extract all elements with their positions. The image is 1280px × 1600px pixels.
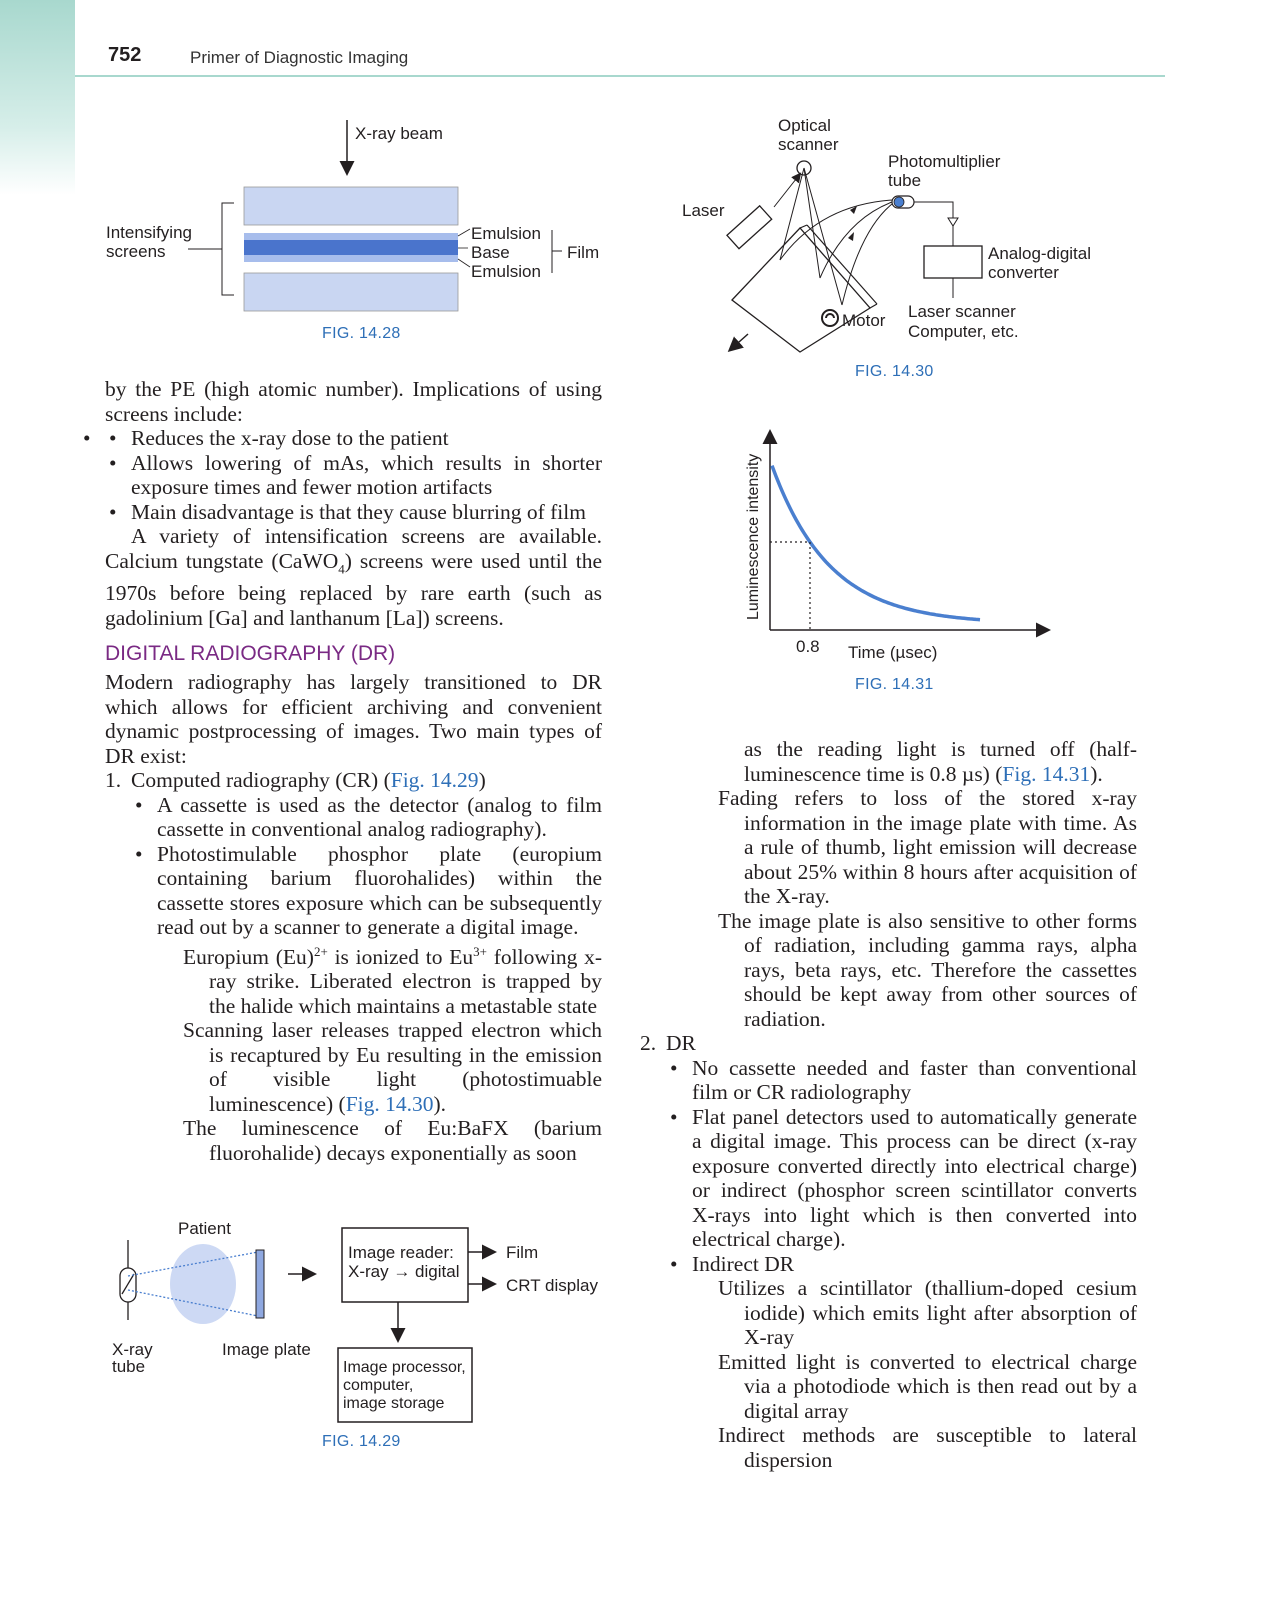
link-fig-14-29[interactable]: Fig. 14.29 xyxy=(390,768,479,793)
para-scanning-laser: Scanning laser releases trapped electron which is recaptured by Eu resulting in the emission of visible light (photostimuable luminescence) (Fig. 14.30). xyxy=(183,1018,602,1116)
para-screens: by the PE (high atomic number). Implications of using screens include: xyxy=(105,377,602,426)
figure-14-28 xyxy=(100,115,620,330)
para-screens-types: A variety of intensification screens are available. Calcium tungstate (CaWO$_4$) screens were used until the 1970s before being replaced by rare earth (such as gadolinium [Ga] and lanthanum [La]) screens. xyxy=(105,524,602,630)
x-axis-label: Time (µsec) xyxy=(848,643,938,662)
optical-label-1: Optical xyxy=(778,116,831,135)
optical-label-2: scanner xyxy=(778,135,839,154)
patient-label: Patient xyxy=(178,1219,231,1238)
plate-motion-arrow xyxy=(730,334,748,350)
figure-14-29 xyxy=(100,1210,610,1430)
emulsion-bottom-layer xyxy=(244,255,458,262)
bullet-indirect-dr: • Indirect DR xyxy=(692,1252,1137,1277)
caption-fig-14-28: FIG. 14.28 xyxy=(322,325,401,342)
motor-label: Motor xyxy=(842,311,886,330)
screen-bottom xyxy=(244,273,458,311)
beam-label: X-ray beam xyxy=(355,124,443,143)
screens-label-2: screens xyxy=(106,242,166,261)
bullet-phosphor: • Photostimulable phosphor plate (europium containing barium fluorohalides) within the cassette stores exposure which can be subsequently read out by a scanner to generate a digital image. xyxy=(157,842,602,940)
bullet-flat-panel: • Flat panel detectors used to automatically generate a digital image. This process can be direct (x-ray exposure converted directly into electrical charge) or indirect (phosphor screen scintillator converts X-rays into light which is then converted into electrical charge). xyxy=(692,1105,1137,1252)
bullet-no-cassette: • No cassette needed and faster than conventional film or CR radiolography xyxy=(692,1056,1137,1105)
crt-output-label: CRT display xyxy=(506,1276,598,1295)
bullet-mas: • Allows lowering of mAs, which results in shorter exposure times and fewer motion artifacts xyxy=(131,451,602,500)
caption-fig-14-30: FIG. 14.30 xyxy=(855,363,934,380)
bullet-cassette: • A cassette is used as the detector (analog to film cassette in conventional analog radiography). xyxy=(157,793,602,842)
bullet-dose: • • Reduces the x-ray dose to the patient xyxy=(131,426,602,451)
para-half-luminescence: as the reading light is turned off (half-luminescence time is 0.8 µs) (Fig. 14.31). xyxy=(744,737,1137,786)
para-lateral-dispersion: Indirect methods are susceptible to lateral dispersion xyxy=(718,1423,1137,1472)
adc-label-2: converter xyxy=(988,263,1059,282)
caption-fig-14-31: FIG. 14.31 xyxy=(855,676,934,693)
page-number: 752 xyxy=(108,44,142,66)
emulsion-top-label: Emulsion xyxy=(471,224,541,243)
link-fig-14-31[interactable]: Fig. 14.31 xyxy=(1002,761,1091,786)
processor-label-3: image storage xyxy=(343,1395,445,1412)
para-luminescence: The luminescence of Eu:BaFX (barium fluorohalide) decays exponentially as soon xyxy=(183,1116,602,1165)
link-fig-14-30[interactable]: Fig. 14.30 xyxy=(345,1091,434,1116)
laser-label: Laser xyxy=(682,201,725,220)
decay-curve xyxy=(772,466,980,620)
laser-scanner-label: Laser scanner xyxy=(908,302,1016,321)
adc-box xyxy=(924,246,982,278)
screens-label-1: Intensifying xyxy=(106,223,192,242)
xray-tube-label-2: tube xyxy=(112,1357,146,1376)
para-sensitivity: The image plate is also sensitive to other forms of radiation, including gamma rays, alpha rays, beta rays, etc. Therefore the cassettes should be kept away from other sources of radiation. xyxy=(718,908,1137,1031)
laser-device xyxy=(727,206,772,249)
page-corner-tab xyxy=(0,0,75,195)
para-dr-intro: Modern radiography has largely transitioned to DR which allows for efficient archiving and convenient dynamic postprocessing of images. Two main types of DR exist: xyxy=(105,670,602,768)
figure-14-31 xyxy=(730,420,1080,675)
film-output-label: Film xyxy=(506,1243,539,1262)
para-scintillator: Utilizes a scintillator (thallium-doped cesium iodide) which emits light after absorption of X-ray xyxy=(718,1276,1137,1349)
patient xyxy=(170,1244,236,1324)
section-heading-dr: DIGITAL RADIOGRAPHY (DR) xyxy=(105,642,396,666)
computer-label: Computer, etc. xyxy=(908,322,1019,341)
reader-label-1: Image reader: xyxy=(348,1243,454,1262)
pmt-label-1: Photomultiplier xyxy=(888,152,1001,171)
image-plate-label: Image plate xyxy=(222,1340,311,1359)
para-fading: Fading refers to loss of the stored x-ray information in the image plate with time. As a rule of thumb, light emission will decrease about 25% within 8 hours after acquisition of the X-ray. xyxy=(718,786,1137,908)
pmt-label-2: tube xyxy=(888,171,922,190)
xray-tube-label-1: X-ray xyxy=(112,1340,153,1359)
screen-top xyxy=(244,187,458,225)
processor-label-1: Image processor, xyxy=(343,1359,466,1376)
right-column xyxy=(640,737,1137,1472)
emulsion-bottom-label: Emulsion xyxy=(471,262,541,281)
emulsion-top-layer xyxy=(244,233,458,240)
running-title: Primer of Diagnostic Imaging xyxy=(190,48,409,67)
x-tick-label: 0.8 xyxy=(796,637,820,656)
figure-14-30 xyxy=(670,110,1140,360)
list-item-dr: 2. DR xyxy=(640,1031,696,1055)
para-photodiode: Emitted light is converted to electrical charge via a photodiode which is then read out by a digital array xyxy=(718,1349,1137,1423)
left-column-top xyxy=(105,377,602,1165)
screens-bracket xyxy=(222,203,234,295)
bullet-blurring: • Main disadvantage is that they cause blurring of film xyxy=(131,500,602,525)
film-label: Film xyxy=(567,243,600,262)
processor-label-2: computer, xyxy=(343,1377,414,1394)
motor xyxy=(822,310,838,326)
base-layer xyxy=(244,240,458,255)
y-axis-label: Luminescence intensity xyxy=(745,453,762,620)
header-rule xyxy=(75,75,1165,77)
base-label: Base xyxy=(471,243,510,262)
list-item-cr: 1. Computed radiography (CR) (Fig. 14.29) xyxy=(105,768,486,793)
reader-label-2: X-ray → digital xyxy=(348,1262,460,1281)
image-plate xyxy=(732,225,877,352)
caption-fig-14-29: FIG. 14.29 xyxy=(322,1433,401,1450)
half-time-guide xyxy=(770,542,810,630)
adc-label-1: Analog-digital xyxy=(988,244,1092,263)
para-europium: Europium $(Eu)^{2+}$ is ionized to $Eu^{3+}$ following x-ray strike. Liberated electron is trapped by the halide which maintains a metastable state xyxy=(183,943,602,1018)
image-plate xyxy=(256,1250,264,1318)
